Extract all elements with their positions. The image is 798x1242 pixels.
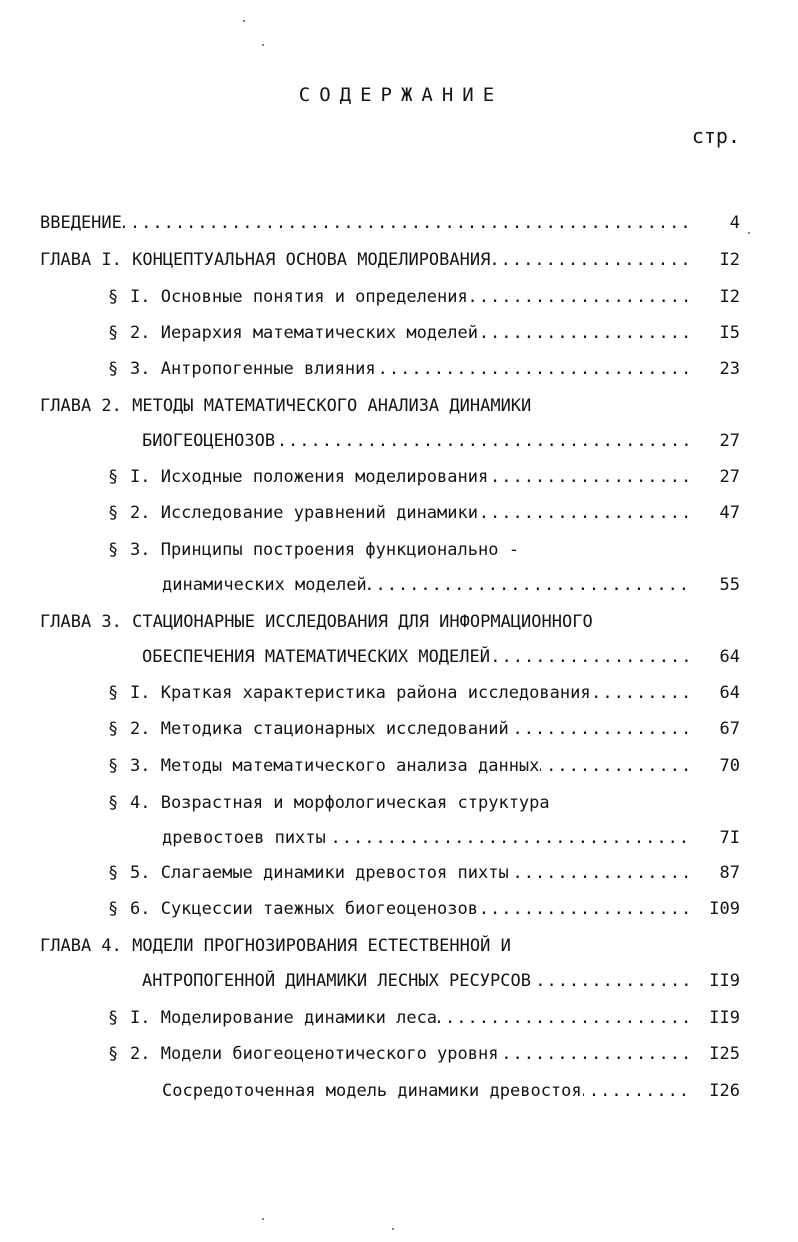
section-mark: § <box>108 540 119 560</box>
section-mark: § <box>108 323 119 343</box>
entry-text: 5. Слагаемые динамики древостоя пихты <box>130 863 509 883</box>
entry-page: 55 <box>719 575 740 595</box>
entry-page: 87 <box>719 863 740 883</box>
section-mark: § <box>108 719 119 739</box>
entry-page: 27 <box>719 467 740 487</box>
entry-text: 3. Методы математического анализа данных <box>130 756 540 776</box>
entry-text: БИОГЕОЦЕНОЗОВ <box>142 431 276 451</box>
entry-page: I26 <box>709 1081 740 1101</box>
entry-page: 67 <box>719 719 740 739</box>
entry-page: I2 <box>719 287 740 307</box>
entry-text: ГЛАВА I. КОНЦЕПТУАЛЬНАЯ ОСНОВА МОДЕЛИРОВАНИЯ <box>40 250 491 270</box>
entry-page: 47 <box>719 503 740 523</box>
section-mark: § <box>108 683 119 703</box>
entry-text: древостоев пихты <box>162 828 326 848</box>
entry-page: I25 <box>709 1044 740 1064</box>
chapter-heading: ГЛАВА 2. МЕТОДЫ МАТЕМАТИЧЕСКОГО АНАЛИЗА ДИНАМИКИ <box>40 396 532 416</box>
entry-page: 64 <box>719 647 740 667</box>
dot-leader <box>40 212 688 234</box>
entry-text: Сосредоточенная модель динамики древостоя <box>162 1081 582 1101</box>
entry-text: 3. Антропогенные влияния <box>130 359 376 379</box>
section-mark: § <box>108 359 119 379</box>
entry-page: II9 <box>709 971 740 991</box>
section-mark: § <box>108 287 119 307</box>
scan-speck <box>748 232 750 234</box>
section-mark: § <box>108 467 119 487</box>
entry-text: I. Моделирование динамики леса <box>130 1008 438 1028</box>
scan-speck <box>392 1228 394 1230</box>
entry-page: I2 <box>719 250 740 270</box>
page-column-label: стр. <box>691 124 740 148</box>
scan-speck <box>262 44 264 46</box>
scan-speck <box>262 1218 264 1220</box>
entry-page: 64 <box>719 683 740 703</box>
entry-text: 6. Сукцессии таежных биогеоценозов <box>130 899 478 919</box>
entry-page: 7I <box>719 828 740 848</box>
entry-text: I. Краткая характеристика района исследования <box>130 683 591 703</box>
chapter-heading: ГЛАВА 3. СТАЦИОНАРНЫЕ ИССЛЕДОВАНИЯ ДЛЯ ИНФОРМАЦИОННОГО <box>40 612 593 632</box>
entry-text: 3. Принципы построения функционально - <box>130 540 519 560</box>
entry-page: 70 <box>719 756 740 776</box>
section-mark: § <box>108 793 119 813</box>
entry-page: 23 <box>719 359 740 379</box>
entry-text: I. Исходные положения моделирования <box>130 467 489 487</box>
entry-text: 2. Модели биогеоценотического уровня <box>130 1044 499 1064</box>
section-mark: § <box>108 899 119 919</box>
entry-page: I5 <box>719 323 740 343</box>
entry-text: I. Основные понятия и определения <box>130 287 468 307</box>
entry-text: 2. Исследование уравнений динамики <box>130 503 478 523</box>
page-title: СОДЕРЖАНИЕ <box>298 84 504 106</box>
entry-text: ОБЕСПЕЧЕНИЯ МАТЕМАТИЧЕСКИХ МОДЕЛЕЙ <box>142 647 490 667</box>
entry-page: I09 <box>709 899 740 919</box>
entry-page: II9 <box>709 1008 740 1028</box>
entry-text: динамических моделей <box>162 575 367 595</box>
section-mark: § <box>108 1044 119 1064</box>
scan-speck <box>243 20 245 22</box>
entry-page: 4 <box>729 213 740 233</box>
entry-text: АНТРОПОГЕННОЙ ДИНАМИКИ ЛЕСНЫХ РЕСУРСОВ <box>142 971 531 991</box>
section-mark: § <box>108 503 119 523</box>
entry-text: 4. Возрастная и морфологическая структура <box>130 793 550 813</box>
entry-page: 27 <box>719 431 740 451</box>
section-mark: § <box>108 1008 119 1028</box>
chapter-heading: ГЛАВА 4. МОДЕЛИ ПРОГНОЗИРОВАНИЯ ЕСТЕСТВЕННОЙ И <box>40 936 511 956</box>
entry-text: 2. Методика стационарных исследований <box>130 719 509 739</box>
section-mark: § <box>108 863 119 883</box>
entry-text: 2. Иерархия математических моделей <box>130 323 478 343</box>
section-mark: § <box>108 756 119 776</box>
entry-text: ВВЕДЕНИЕ <box>40 213 122 233</box>
